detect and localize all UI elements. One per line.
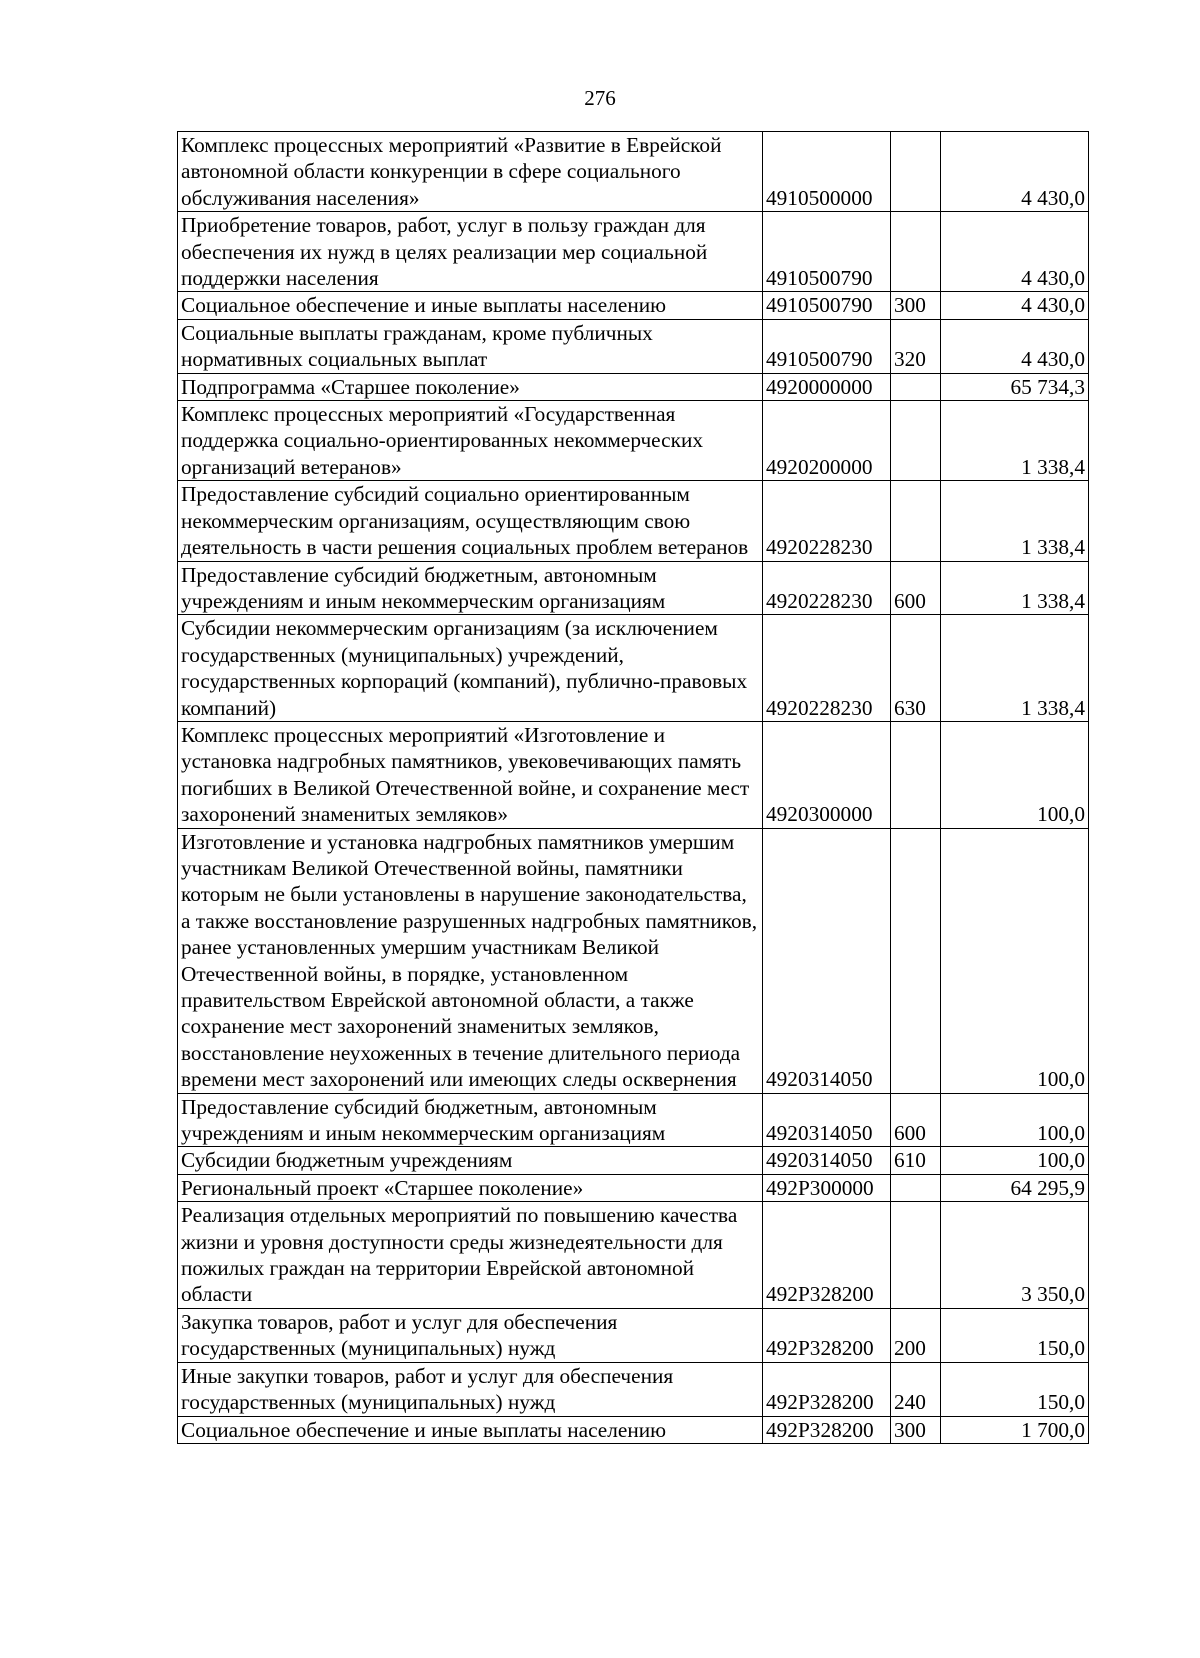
row-name-cell: Региональный проект «Старшее поколение» — [178, 1174, 763, 1201]
row-expense-type-cell: 240 — [891, 1362, 941, 1416]
row-amount-cell: 64 295,9 — [941, 1174, 1089, 1201]
table-row — [178, 401, 1089, 481]
row-expense-type-cell — [891, 828, 941, 1093]
row-name-cell: Комплекс процессных мероприятий «Государственная поддержка социально-ориентированных некоммерческих организаций ветеранов» — [178, 401, 763, 481]
page-number: 276 — [584, 86, 616, 110]
row-expense-type-cell — [891, 481, 941, 561]
row-code-cell: 4920228230 — [763, 481, 891, 561]
row-expense-type-cell: 200 — [891, 1308, 941, 1362]
row-expense-type-cell — [891, 132, 941, 212]
row-code-cell: 4920314050 — [763, 1093, 891, 1147]
row-amount-cell: 1 338,4 — [941, 561, 1089, 615]
row-amount-cell: 4 430,0 — [941, 132, 1089, 212]
table-row — [178, 1174, 1089, 1201]
row-amount-cell: 4 430,0 — [941, 319, 1089, 373]
row-expense-type-cell: 600 — [891, 1093, 941, 1147]
row-amount-cell: 150,0 — [941, 1308, 1089, 1362]
row-expense-type-cell: 600 — [891, 561, 941, 615]
row-name-cell: Предоставление субсидий бюджетным, автономным учреждениям и иным некоммерческим организациям — [178, 561, 763, 615]
row-code-cell: 492P328200 — [763, 1416, 891, 1443]
row-code-cell: 4910500000 — [763, 132, 891, 212]
row-code-cell: 4910500790 — [763, 212, 891, 292]
row-code-cell: 4920314050 — [763, 828, 891, 1093]
row-amount-cell: 4 430,0 — [941, 292, 1089, 319]
row-expense-type-cell: 610 — [891, 1147, 941, 1174]
row-name-cell: Изготовление и установка надгробных памятников умершим участникам Великой Отечественной войны, памятники которым не были установлены в нарушение законодательства, а также восстановление разрушенных надгробных памятников, ранее установленных умершим участникам Великой Отечественной войны, в порядке, установленном правительством Еврейской автономной области, а также сохранение мест захоронений знаменитых земляков, восстановление неухоженных в течение длительного периода времени мест захоронений или имеющих следы осквернения — [178, 828, 763, 1093]
row-code-cell: 4920228230 — [763, 561, 891, 615]
row-code-cell: 4910500790 — [763, 292, 891, 319]
row-amount-cell: 3 350,0 — [941, 1202, 1089, 1309]
row-name-cell: Субсидии бюджетным учреждениям — [178, 1147, 763, 1174]
table-row — [178, 615, 1089, 722]
row-name-cell: Закупка товаров, работ и услуг для обеспечения государственных (муниципальных) нужд — [178, 1308, 763, 1362]
row-code-cell: 4920300000 — [763, 721, 891, 828]
row-code-cell: 4920000000 — [763, 373, 891, 400]
row-name-cell: Подпрограмма «Старшее поколение» — [178, 373, 763, 400]
table-row — [178, 1308, 1089, 1362]
table-row — [178, 373, 1089, 400]
table-row — [178, 721, 1089, 828]
row-amount-cell: 100,0 — [941, 721, 1089, 828]
row-name-cell: Приобретение товаров, работ, услуг в пользу граждан для обеспечения их нужд в целях реализации мер социальной поддержки населения — [178, 212, 763, 292]
row-expense-type-cell: 300 — [891, 292, 941, 319]
table-row — [178, 292, 1089, 319]
table-row — [178, 561, 1089, 615]
row-code-cell: 492P328200 — [763, 1362, 891, 1416]
row-name-cell: Социальное обеспечение и иные выплаты населению — [178, 1416, 763, 1443]
table-row — [178, 1093, 1089, 1147]
row-name-cell: Субсидии некоммерческим организациям (за исключением государственных (муниципальных) учреждений, государственных корпораций (компаний), публично-правовых компаний) — [178, 615, 763, 722]
table-row — [178, 132, 1089, 212]
row-amount-cell: 100,0 — [941, 1093, 1089, 1147]
row-expense-type-cell: 300 — [891, 1416, 941, 1443]
table-row — [178, 1202, 1089, 1309]
row-amount-cell: 100,0 — [941, 1147, 1089, 1174]
row-name-cell: Комплекс процессных мероприятий «Изготовление и установка надгробных памятников, увековечивающих память погибших в Великой Отечественной войне, и сохранение мест захоронений знаменитых земляков» — [178, 721, 763, 828]
table-row — [178, 481, 1089, 561]
row-amount-cell: 1 700,0 — [941, 1416, 1089, 1443]
row-name-cell: Предоставление субсидий бюджетным, автономным учреждениям и иным некоммерческим организациям — [178, 1093, 763, 1147]
row-expense-type-cell — [891, 401, 941, 481]
row-amount-cell: 1 338,4 — [941, 481, 1089, 561]
row-expense-type-cell — [891, 373, 941, 400]
row-name-cell: Социальные выплаты гражданам, кроме публичных нормативных социальных выплат — [178, 319, 763, 373]
row-code-cell: 4920200000 — [763, 401, 891, 481]
table-row — [178, 212, 1089, 292]
row-expense-type-cell — [891, 1174, 941, 1201]
budget-table-body — [178, 132, 1089, 1444]
table-row — [178, 319, 1089, 373]
row-code-cell: 492P328200 — [763, 1202, 891, 1309]
row-code-cell: 4920228230 — [763, 615, 891, 722]
table-row — [178, 828, 1089, 1093]
row-code-cell: 4920314050 — [763, 1147, 891, 1174]
row-expense-type-cell — [891, 212, 941, 292]
row-expense-type-cell: 320 — [891, 319, 941, 373]
row-expense-type-cell — [891, 1202, 941, 1309]
row-amount-cell: 150,0 — [941, 1362, 1089, 1416]
row-code-cell: 492P300000 — [763, 1174, 891, 1201]
row-amount-cell: 4 430,0 — [941, 212, 1089, 292]
table-row — [178, 1147, 1089, 1174]
row-name-cell: Социальное обеспечение и иные выплаты населению — [178, 292, 763, 319]
row-expense-type-cell — [891, 721, 941, 828]
row-amount-cell: 1 338,4 — [941, 401, 1089, 481]
row-name-cell: Иные закупки товаров, работ и услуг для обеспечения государственных (муниципальных) нужд — [178, 1362, 763, 1416]
budget-table — [177, 131, 1089, 1444]
table-row — [178, 1416, 1089, 1443]
row-expense-type-cell: 630 — [891, 615, 941, 722]
row-code-cell: 492P328200 — [763, 1308, 891, 1362]
row-code-cell: 4910500790 — [763, 319, 891, 373]
row-name-cell: Комплекс процессных мероприятий «Развитие в Еврейской автономной области конкуренции в сфере социального обслуживания населения» — [178, 132, 763, 212]
table-row — [178, 1362, 1089, 1416]
row-name-cell: Предоставление субсидий социально ориентированным некоммерческим организациям, осуществляющим свою деятельность в части решения социальных проблем ветеранов — [178, 481, 763, 561]
row-name-cell: Реализация отдельных мероприятий по повышению качества жизни и уровня доступности среды жизнедеятельности для пожилых граждан на территории Еврейской автономной области — [178, 1202, 763, 1309]
row-amount-cell: 65 734,3 — [941, 373, 1089, 400]
row-amount-cell: 1 338,4 — [941, 615, 1089, 722]
row-amount-cell: 100,0 — [941, 828, 1089, 1093]
